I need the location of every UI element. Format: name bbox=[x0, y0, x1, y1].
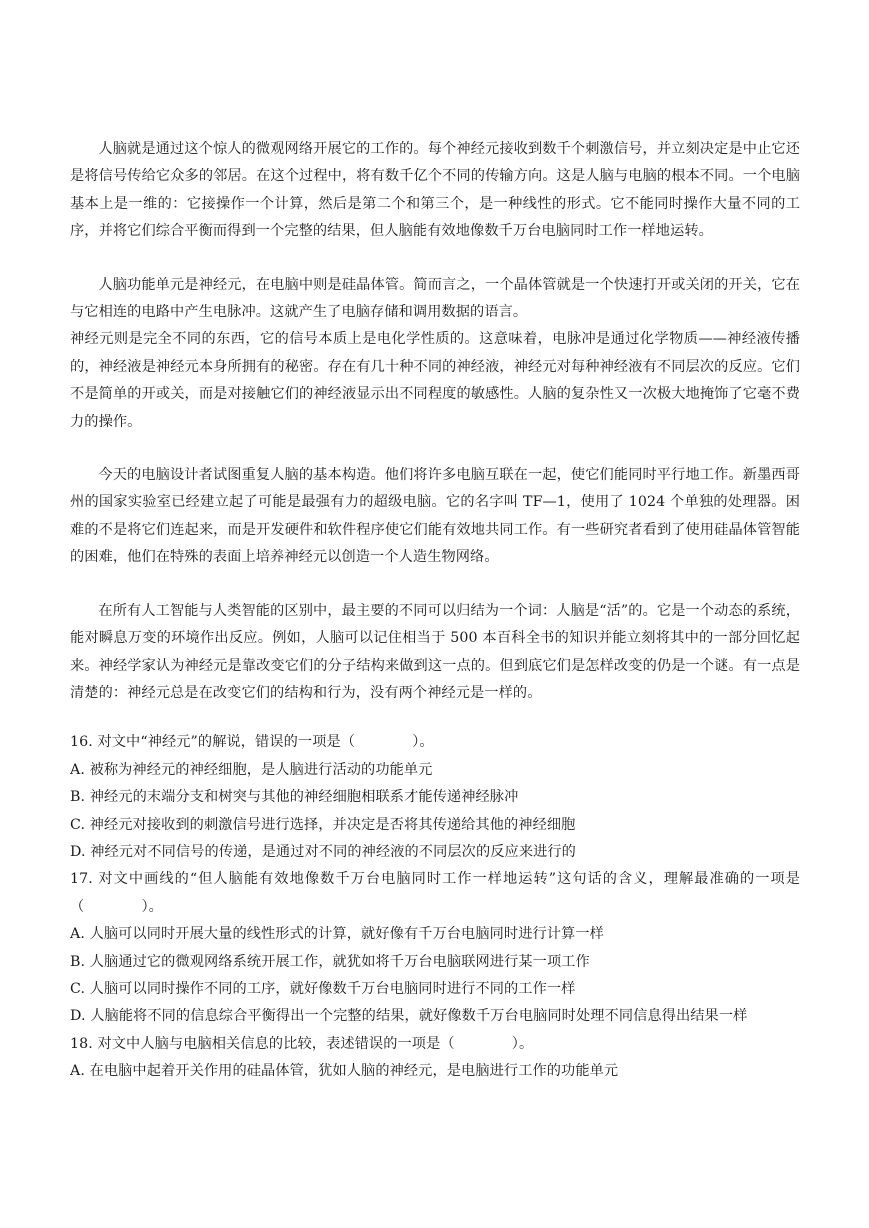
passage-paragraph-2: 人脑功能单元是神经元，在电脑中则是硅晶体管。简而言之，一个晶体管就是一个快速打开或关闭的开关，它在与它相连的电路中产生电脉冲。这就产生了电脑存储和调用数据的语言。 bbox=[70, 276, 800, 321]
document-page bbox=[70, 136, 800, 1086]
question-16-option-b: B. 神经元的末端分支和树突与其他的神经细胞相联系才能传递神经脉冲 bbox=[70, 789, 519, 806]
question-17-option-b: B. 人脑通过它的微观网络系统开展工作，就犹如将千万台电脑联网进行某一项工作 bbox=[70, 953, 590, 970]
question-list bbox=[70, 729, 800, 1085]
question-18-option-a: A. 在电脑中起着开关作用的硅晶体管，犹如人脑的神经元，是电脑进行工作的功能单元 bbox=[70, 1063, 619, 1080]
question-17-option-c: C. 人脑可以同时操作不同的工序，就好像数千万台电脑同时进行不同的工作一样 bbox=[70, 980, 576, 997]
passage-paragraph-1: 人脑就是通过这个惊人的微观网络开展它的工作的。每个神经元接收到数千个刺激信号，并立刻决定是中止它还是将信号传给它众多的邻居。在这个过程中，将有数千亿个不同的传输方向。这是人脑与电脑的根本不同。一个电脑基本上是一维的：它接操作一个计算，然后是第二个和第三个，是一种线性的形式。它不能同时操作大量不同的工序，并将它们综合平衡而得到一个完整的结果，但人脑能有效地像数千万台电脑同时工作一样地运转。 bbox=[70, 141, 800, 240]
question-17-stem: 17. 对文中画线的“但人脑能有效地像数千万台电脑同时工作一样地运转”这句话的含义，理解最准确的一项是（ ）。 bbox=[70, 871, 800, 915]
question-16-option-c: C. 神经元对接收到的刺激信号进行选择，并决定是否将其传递给其他的神经细胞 bbox=[70, 816, 576, 833]
passage-paragraph-4: 今天的电脑设计者试图重复人脑的基本构造。他们将许多电脑互联在一起，使它们能同时平行地工作。新墨西哥州的国家实验室已经建立起了可能是最强有力的超级电脑。它的名字叫 TF—1，使用了 1024 个单独的处理器。困难的不是将它们连起来，而是开发硬件和软件程序使它们能有效地共同工作。有一些研究者看到了使用硅晶体管智能的困难，他们在特殊的表面上培养神经元以创造一个人造生物网络。 bbox=[70, 467, 800, 566]
passage-paragraph-5: 在所有人工智能与人类智能的区别中，最主要的不同可以归结为一个词：人脑是“活”的。它是一个动态的系统，能对瞬息万变的环境作出反应。例如，人脑可以记住相当于 500 本百科全书的知识并能立刻将其中的一部分回忆起来。神经学家认为神经元是靠改变它们的分子结构来做到这一点的。但到底它们是怎样改变的仍是一个谜。有一点是清楚的：神经元总是在改变它们的结构和行为，没有两个神经元是一样的。 bbox=[70, 602, 800, 701]
question-16-stem: 16. 对文中“神经元”的解说，错误的一项是（ ）。 bbox=[70, 734, 434, 751]
question-17-option-d: D. 人脑能将不同的信息综合平衡得出一个完整的结果，就好像数千万台电脑同时处理不同信息得出结果一样 bbox=[70, 1008, 748, 1025]
passage-paragraph-3: 神经元则是完全不同的东西，它的信号本质上是电化学性质的。这意味着，电脉冲是通过化学物质——神经液传播的，神经液是神经元本身所拥有的秘密。存在有几十种不同的神经液，神经元对每种神经液有不同层次的反应。它们不是简单的开或关，而是对接触它们的神经液显示出不同程度的敏感性。人脑的复杂性又一次极大地掩饰了它毫不费力的操作。 bbox=[70, 331, 800, 430]
question-16-option-a: A. 被称为神经元的神经细胞，是人脑进行活动的功能单元 bbox=[70, 761, 433, 778]
question-17-option-a: A. 人脑可以同时开展大量的线性形式的计算，就好像有千万台电脑同时进行计算一样 bbox=[70, 926, 604, 943]
question-16-option-d: D. 神经元对不同信号的传递，是通过对不同的神经液的不同层次的反应来进行的 bbox=[70, 843, 576, 860]
question-18-stem: 18. 对文中人脑与电脑相关信息的比较，表述错误的一项是（ ）。 bbox=[70, 1035, 534, 1052]
